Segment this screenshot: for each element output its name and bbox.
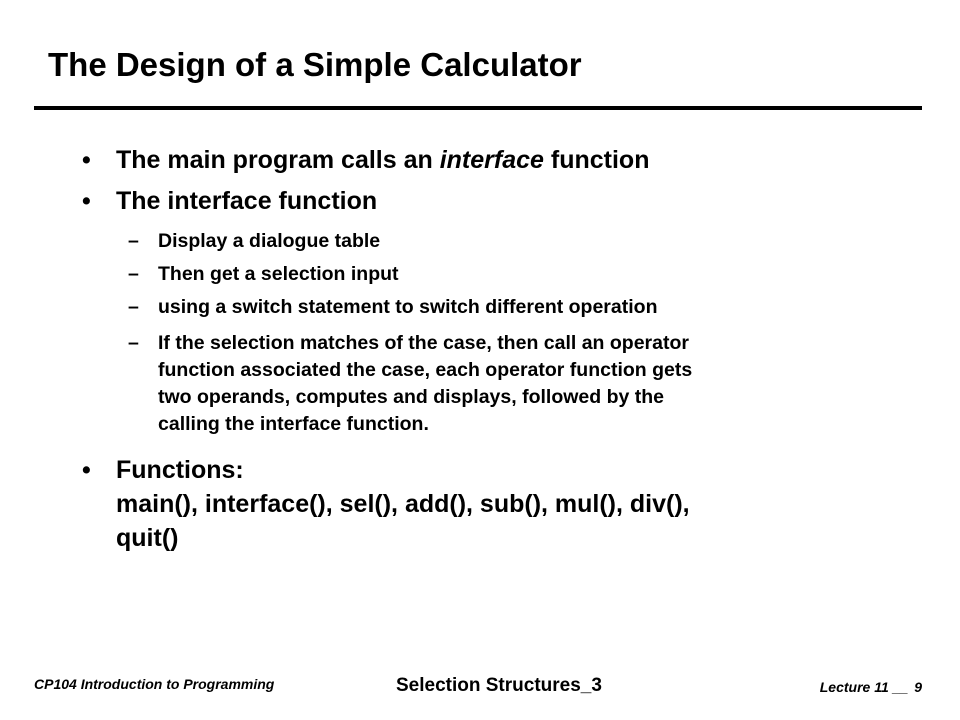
- dash: –: [128, 332, 139, 354]
- bullet-emphasis: interface: [439, 146, 544, 174]
- subitem-text: using a switch statement to switch different operation: [158, 296, 658, 318]
- dash: –: [128, 296, 139, 318]
- bullet-text-part: The main program calls an: [116, 146, 440, 174]
- footer-topic: Selection Structures_3: [396, 675, 602, 696]
- subitem-text: Display a dialogue table: [158, 230, 381, 252]
- bullet-text-part: function: [543, 146, 650, 174]
- bullet-dot: •: [82, 146, 91, 174]
- subitem-text-line: calling the interface function.: [158, 413, 429, 435]
- dash: –: [128, 230, 139, 252]
- subitem-text-line: two operands, computes and displays, followed by the: [158, 386, 664, 408]
- bullet-text: [116, 145, 649, 175]
- bullet-text: The interface function: [116, 187, 378, 215]
- bullet-text-line: Functions:: [116, 456, 244, 484]
- bullet-dot: •: [82, 187, 91, 215]
- bullet-text-line: quit(): [116, 524, 179, 552]
- footer-lecture: [820, 679, 922, 695]
- bullet-text-line: main(), interface(), sel(), add(), sub(), mul(), div(),: [116, 490, 690, 518]
- bullet-dot: •: [82, 456, 91, 484]
- slide-title: The Design of a Simple Calculator: [48, 46, 582, 83]
- subitem-text-line: If the selection matches of the case, then call an operator: [158, 332, 689, 354]
- dash: –: [128, 263, 139, 285]
- subitem-text: Then get a selection input: [158, 263, 399, 285]
- page-number: 9: [914, 679, 922, 695]
- subitem-text-line: function associated the case, each operator function gets: [158, 359, 693, 381]
- lecture-label: Lecture 11 __: [819, 679, 909, 695]
- footer-course: CP104 Introduction to Programming: [34, 676, 275, 692]
- title-underline: [34, 106, 922, 110]
